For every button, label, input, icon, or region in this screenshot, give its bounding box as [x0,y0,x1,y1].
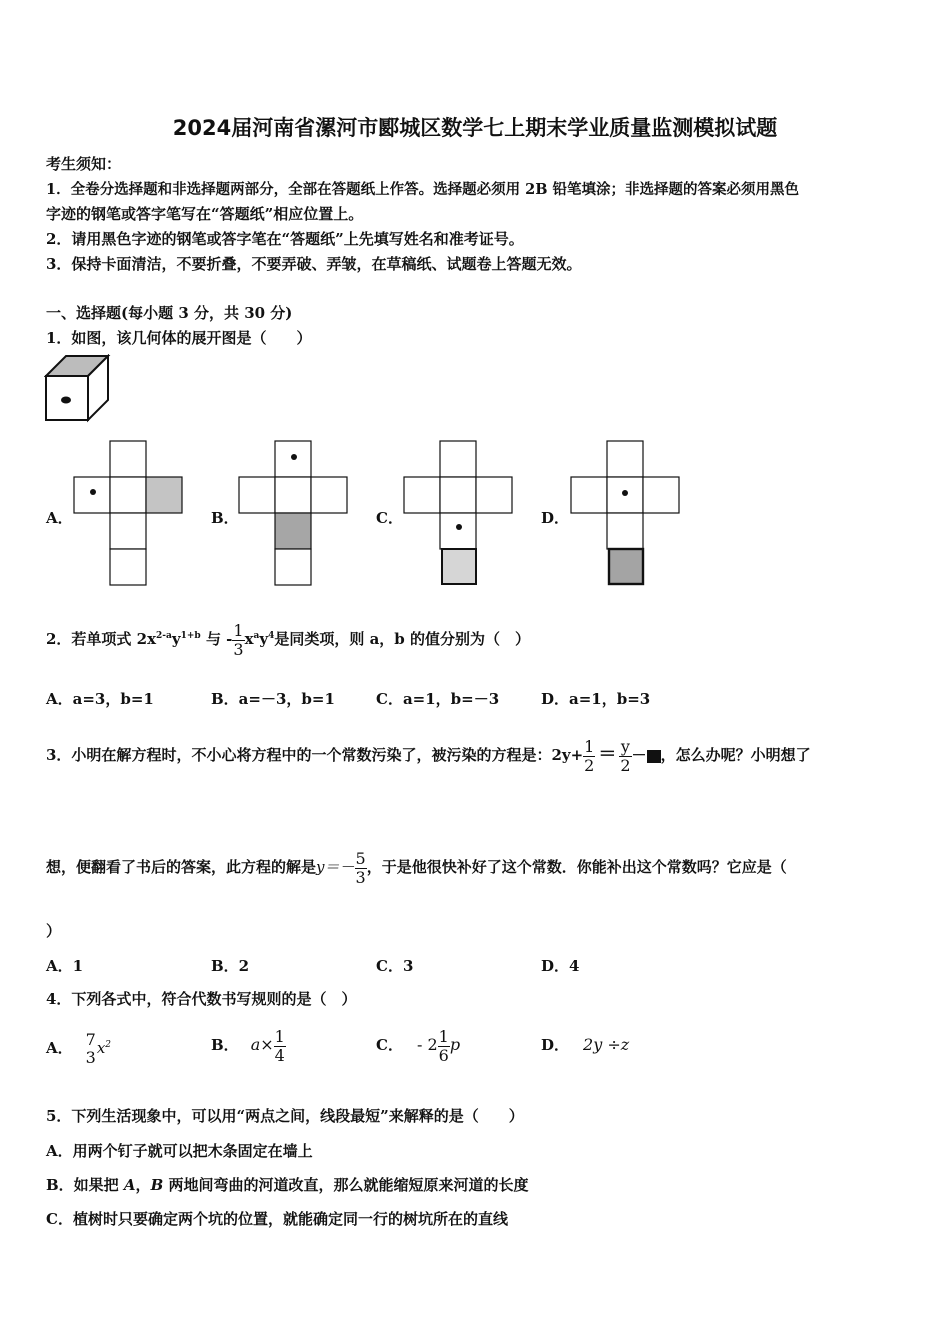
q5-stem: 5．下列生活现象中，可以用“两点之间，线段最短”来解释的是（ ） [46,1107,524,1125]
q5-option-c[interactable]: C．植树时只要确定两个坑的位置，就能确定同一行的树坑所在的直线 [46,1210,508,1228]
q4-option-b[interactable]: B． a× $\frac{1}{4}$ [211,1026,285,1065]
q2-fraction: $\frac{1}{3}$ [233,620,244,659]
q1-label-b: B． [211,509,239,527]
q2-stem: 2．若单项式 $2x^{2-a}y^{1+b}$ 与 - $\frac{1}{3}$ $x^ay^4$是同类项，则 a，b 的值分别为（ ） [46,620,531,659]
q2-option-c[interactable]: C．a=1，b=－3 [376,690,500,708]
q4-option-c[interactable]: C． - 2 $\frac{1}{6}$ p [376,1026,461,1065]
q1-net-a[interactable] [73,440,185,586]
q5-option-b[interactable]: B．如果把 A，B 两地间弯曲的河道改直，那么就能缩短原来河道的长度 [46,1176,529,1194]
q4-option-d[interactable]: D． 2y ÷z [541,1035,630,1054]
notice-line-1b: 字迹的钢笔或答字笔写在“答题纸”相应位置上。 [46,205,364,223]
q4-option-a[interactable]: A． 7 3 $x^2$ [46,1030,112,1067]
notice-line-2: 2．请用黑色字迹的钢笔或答字笔在“答题纸”上先填写姓名和准考证号。 [46,230,524,248]
q2-option-b[interactable]: B．a=－3，b=1 [211,690,335,708]
section-heading: 一、选择题(每小题 3 分，共 30 分) [46,304,293,322]
notice-line-1a: 1．全卷分选择题和非选择题两部分，全部在答题纸上作答。选择题必须用 2B 铅笔填涂；非选择题的答案必须用黑色 [46,181,800,198]
q3-option-c[interactable]: C．3 [376,957,414,975]
q3-option-a[interactable]: A．1 [46,957,84,975]
q2-option-a[interactable]: A．a=3，b=1 [46,690,154,708]
q3-option-d[interactable]: D．4 [541,957,580,975]
q1-label-c: C． [376,509,403,527]
q3-line-3: ） [46,922,62,940]
smudge-mark [647,750,661,763]
q3-line-2: 想，便翻看了书后的答案，此方程的解是y＝－ $\frac{5}{3}$ ，于是他很快补好了这个常数．你能补出这个常数吗？它应是（ [46,848,787,887]
q1-net-b[interactable] [238,440,350,586]
q3-option-b[interactable]: B．2 [211,957,250,975]
q1-net-c[interactable] [403,440,515,586]
page-title: 2024届河南省漯河市郾城区数学七上期末学业质量监测模拟试题 [172,116,778,140]
q1-label-d: D． [541,509,570,527]
notice-line-3: 3．保持卡面清洁，不要折叠，不要弄破、弄皱，在草稿纸、试题卷上答题无效。 [46,255,582,273]
q5-option-a[interactable]: A．用两个钉子就可以把木条固定在墙上 [46,1142,313,1160]
q2-option-d[interactable]: D．a=1，b=3 [541,690,651,708]
q1-net-d[interactable] [570,440,682,586]
q1-label-a: A． [46,509,73,527]
notice-heading: 考生须知： [46,155,122,173]
q1-stem: 1．如图，该几何体的展开图是（ ） [46,329,312,347]
q1-cube-figure [44,354,112,424]
q3-line-1: 3．小明在解方程时，不小心将方程中的一个常数污染了，被污染的方程是：2y+ $\frac{1}{2}$ ＝ $\frac{y}{2}$ － ，怎么办呢？小明想了 [46,736,811,775]
q4-stem: 4．下列各式中，符合代数书写规则的是（ ） [46,990,357,1008]
